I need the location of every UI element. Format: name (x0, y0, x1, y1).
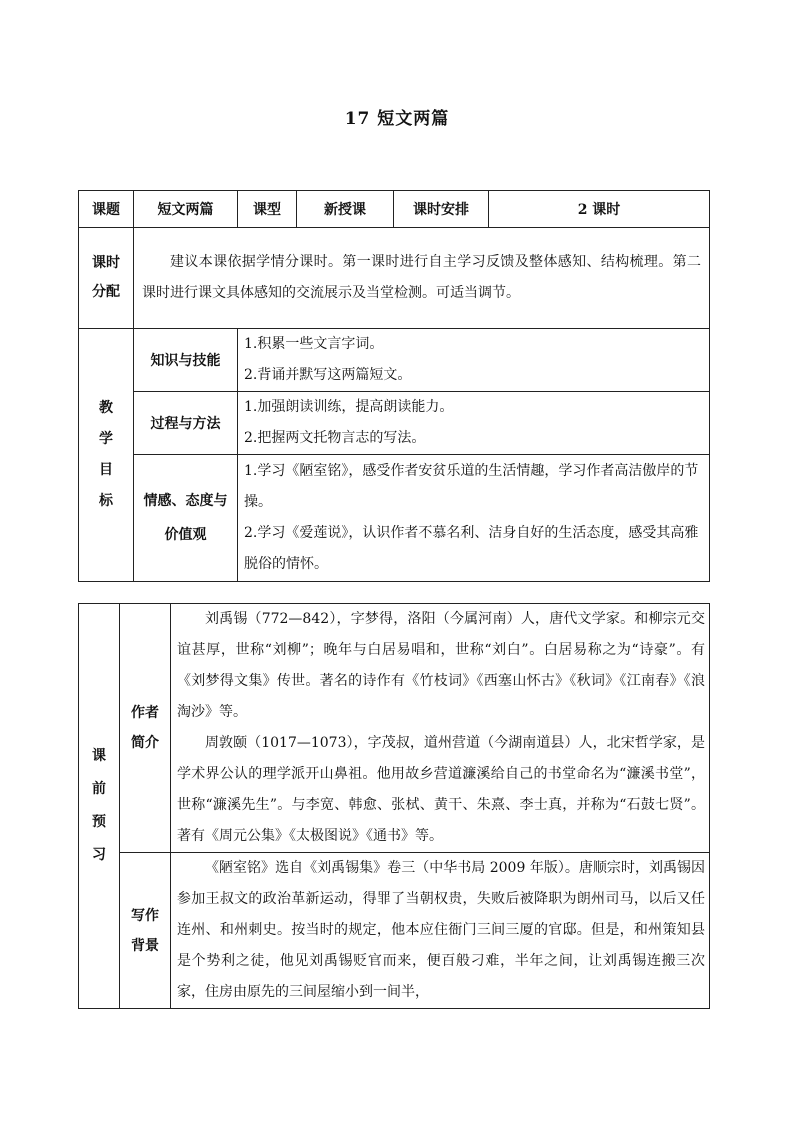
type-value: 新授课 (297, 191, 394, 228)
page-title: 17 短文两篇 (344, 109, 450, 129)
type-label: 课型 (238, 191, 297, 228)
allocation-text: 建议本课依据学情分课时。第一课时进行自主学习反馈及整体感知、结构梳理。第二课时进行课文具体感知的交流展示及当堂检测。可适当调节。 (134, 228, 710, 329)
goal-row-knowledge (79, 329, 710, 392)
goal-text-knowledge: 1.积累一些文言字词。 2.背诵并默写这两篇短文。 (238, 329, 710, 392)
background-row (79, 853, 710, 1009)
goal-label-attitude: 情感、态度与 价值观 (134, 455, 238, 582)
background-text: 《陋室铭》选自《刘禹锡集》卷三（中华书局 2009 年版）。唐顺宗时，刘禹锡因参加王叔文的政治革新运动，得罪了当朝权贵，失败后被降职为朗州司马，以后又任连州、和州刺史。按当时的规定，他本应住衙门三间三厦的官邸。但是，和州策知县是个势利之徒，他见刘禹锡贬官而来，便百般刁难，半年之间，让刘禹锡连搬三次家，住房由原先的三间屋缩小到一间半， (171, 853, 710, 1009)
goals-label: 教 学 目 标 (79, 329, 134, 582)
background-label: 写作 背景 (120, 853, 171, 1009)
allocation-label: 课时 分配 (79, 228, 134, 329)
goal-label-process: 过程与方法 (134, 392, 238, 455)
author-text: 刘禹锡（772—842），字梦得，洛阳（今属河南）人，唐代文学家。和柳宗元交谊甚厚，世称“刘柳”；晚年与白居易唱和，世称“刘白”。白居易称之为“诗豪”。有《刘梦得文集》传世。著名的诗作有《竹枝词》《西塞山怀古》《秋词》《江南春》《浪淘沙》等。 周敦颐（1017—1073），字茂叔，道州营道（今湖南道县）人，北宋哲学家，是学术界公认的理学派开山鼻祖。他用故乡营道濂溪给自己的书堂命名为“濂溪书堂”，世称“濂溪先生”。与李宽、韩愈、张栻、黄干、朱熹、李士真，并称为“石鼓七贤”。著有《周元公集》《太极图说》《通书》等。 (171, 604, 710, 853)
course-label: 课题 (79, 191, 134, 228)
allocation-row (79, 228, 710, 329)
preview-label: 课 前 预 习 (79, 604, 120, 1009)
course-value: 短文两篇 (134, 191, 238, 228)
schedule-value: 2 课时 (489, 191, 710, 228)
lesson-overview-table (78, 190, 710, 582)
author-row (79, 604, 710, 853)
header-row (79, 191, 710, 228)
goal-text-process: 1.加强朗读训练，提高朗读能力。 2.把握两文托物言志的写法。 (238, 392, 710, 455)
author-label: 作者 简介 (120, 604, 171, 853)
goal-row-process (79, 392, 710, 455)
goal-row-attitude (79, 455, 710, 582)
preview-table (78, 603, 710, 1009)
schedule-label: 课时安排 (394, 191, 489, 228)
goal-text-attitude: 1.学习《陋室铭》，感受作者安贫乐道的生活情趣，学习作者高洁傲岸的节操。 2.学习《爱莲说》，认识作者不慕名利、洁身自好的生活态度，感受其高雅脱俗的情怀。 (238, 455, 710, 582)
goal-label-knowledge: 知识与技能 (134, 329, 238, 392)
